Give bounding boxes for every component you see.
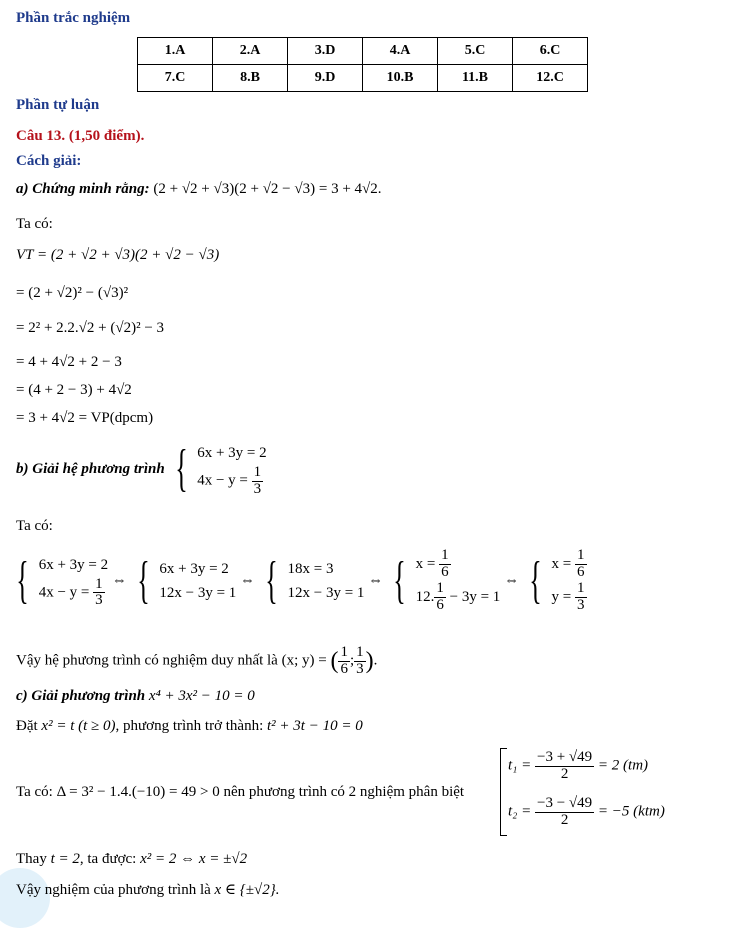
b-conclusion: Vậy hệ phương trình có nghiệm duy nhất là (x; y) = ( $\frac{1}{6}$ ; $\frac{1}{3}$ ). [16, 644, 378, 677]
chain-s2-line-1: 6x + 3y = 2 [159, 560, 229, 577]
b-conclusion-text: Vậy hệ phương trình có nghiệm duy nhất là [16, 652, 278, 669]
root-t1 [508, 750, 648, 783]
chain-s4-line-2-rest: − 3y = 1 [449, 588, 501, 605]
c-delta-math: Δ = 3² − 1.4.(−10) = 49 > 0 [56, 784, 220, 800]
section-multiple-choice: Phần trắc nghiệm [16, 10, 131, 26]
iff-symbol: ⇔ [504, 572, 520, 589]
answer-table [137, 37, 588, 92]
answer-cell: 4.A [363, 38, 438, 65]
a-line-3: = 2² + 2.2.√2 + (√2)² − 3 [16, 320, 165, 336]
answer-cell: 8.B [213, 65, 288, 92]
chain-s4-line-1-text: x = [415, 556, 436, 572]
part-b-statement [16, 441, 267, 498]
c-sub-equation: t² + 3t − 10 = 0 [267, 718, 363, 734]
method-heading: Cách giải: [16, 153, 82, 169]
chain-s4-line-2-text: 12. [415, 588, 435, 605]
part-a-label: a) Chứng minh rằng: [16, 181, 150, 197]
frac-den: 6 [441, 564, 449, 581]
t2-fraction [535, 796, 594, 829]
part-a-expression: (2 + √2 + √3)(2 + √2 − √3) = 3 + 4√2. [153, 181, 382, 197]
chain-brace: { [393, 551, 406, 609]
c-replace-pre: Thay [16, 851, 47, 867]
a-line-4: = 4 + 4√2 + 2 − 3 [16, 354, 122, 370]
part-c-statement [16, 688, 255, 705]
fraction-one-sixth [439, 548, 451, 581]
chain-s4-line-2 [416, 581, 501, 614]
chain-brace: { [136, 551, 150, 609]
chain-s2-line-2: 12x − 3y = 1 [159, 584, 237, 601]
chain-s3-line-1: 18x = 3 [287, 560, 334, 577]
answer-cell: 1.A [138, 38, 213, 65]
ta-co-1: Ta có: [16, 216, 53, 232]
chain-s1-line-2 [39, 577, 108, 610]
chain-s5-line-1 [552, 548, 587, 581]
fraction-one-third [575, 581, 587, 614]
c-replace-mid: , ta được: [79, 851, 137, 867]
part-a-statement [16, 181, 382, 198]
part-c-expression: x⁴ + 3x² − 10 = 0 [148, 688, 255, 704]
ta-co-2: Ta có: [16, 518, 53, 534]
c-replace [16, 851, 247, 868]
c-sub-pre: Đặt [16, 718, 38, 734]
chain-system-3 [288, 557, 365, 605]
chain-s5-line-1-text: x = [551, 556, 572, 572]
c-final [16, 880, 280, 899]
frac-num: 1 [253, 464, 262, 480]
frac-den: 3 [253, 480, 262, 497]
c-replace-math-2: x² = 2 ⇔ x = ±√2 [140, 851, 248, 867]
frac-den: 6 [577, 564, 585, 581]
section-essay: Phần tự luận [16, 97, 100, 113]
chain-brace: { [529, 551, 542, 609]
c-final-math: x ∈ {±√2}. [214, 882, 280, 898]
a-line-5: = (4 + 2 − 3) + 4√2 [16, 382, 132, 398]
c-delta-pre: Ta có: [16, 784, 53, 800]
part-c-label: c) Giải phương trình [16, 688, 146, 704]
answer-cell: 7.C [138, 65, 213, 92]
sys-line-2 [197, 465, 266, 498]
frac-num: 1 [441, 547, 449, 564]
answer-cell: 9.D [288, 65, 363, 92]
paren-close: ) [365, 647, 374, 674]
a-line-1: VT = (2 + √2 + √3)(2 + √2 − √3) [16, 247, 220, 263]
iff-symbol: ⇔ [368, 572, 384, 589]
b-conclusion-math: (x; y) = [281, 652, 327, 669]
chain-brace: { [16, 551, 29, 609]
chain-system-1 [39, 553, 108, 610]
frac-den: 6 [340, 660, 348, 677]
frac-den: 6 [436, 596, 444, 613]
chain-s5-line-2 [552, 581, 587, 614]
answer-cell: 12.C [513, 65, 588, 92]
fraction-one-third [93, 577, 105, 610]
t1-result: = 2 (tm) [597, 757, 649, 774]
frac-den: 3 [95, 592, 103, 609]
t1-fraction [535, 750, 594, 783]
fraction-one-third [252, 465, 264, 498]
fraction-one-sixth [575, 548, 587, 581]
a-line-2: = (2 + √2)² − (√3)² [16, 285, 129, 301]
frac-den: 2 [560, 811, 569, 828]
chain-s3-line-2: 12x − 3y = 1 [287, 584, 365, 601]
system-brace: { [174, 440, 188, 498]
roots-bracket [500, 748, 507, 836]
frac-den: 2 [560, 765, 569, 782]
t2-result: = −5 (ktm) [597, 803, 665, 820]
answer-cell: 11.B [438, 65, 513, 92]
frac-num: 1 [577, 547, 585, 564]
iff-symbol: ⇔ [111, 572, 127, 589]
root-t2 [508, 796, 665, 829]
frac-den: 3 [356, 660, 364, 677]
question-13-title: Câu 13. (1,50 điểm). [16, 128, 145, 144]
sys-line-1: 6x + 3y = 2 [197, 445, 267, 461]
c-sub-math: x² = t (t ≥ 0) [41, 718, 116, 734]
paren-open: ( [330, 647, 339, 674]
c-sub-mid: , phương trình trở thành: [115, 718, 264, 734]
c-substitution [16, 718, 363, 735]
chain-system-5 [552, 548, 587, 614]
t1-label: t₁ = [508, 757, 532, 774]
a-line-6: = 3 + 4√2 = VP(dpcm) [16, 410, 154, 426]
chain-s4-line-1 [416, 548, 501, 581]
frac-num: −3 − √49 [537, 795, 593, 811]
frac-num: 1 [577, 580, 585, 597]
t2-label: t₂ = [508, 803, 532, 820]
answer-row-1 [138, 38, 588, 65]
chain-system-2 [159, 557, 236, 605]
iff-symbol: ⇔ [240, 572, 256, 589]
fraction-one-third [354, 645, 366, 678]
c-delta-post: nên phương trình có 2 nghiệm phân biệt [223, 784, 465, 800]
chain-system-4 [416, 548, 501, 614]
answer-row-2 [138, 65, 588, 92]
answer-cell: 2.A [213, 38, 288, 65]
chain-s1-line-2-text: 4x − y = [38, 584, 90, 601]
frac-num: 1 [436, 580, 444, 597]
answer-cell: 3.D [288, 38, 363, 65]
c-replace-math-1: t = 2 [50, 851, 80, 867]
frac-den: 3 [577, 596, 585, 613]
c-final-pre: Vậy nghiệm của phương trình là [16, 882, 211, 898]
fraction-one-sixth [434, 581, 446, 614]
chain-s1-line-1: 6x + 3y = 2 [38, 556, 109, 573]
answer-cell: 6.C [513, 38, 588, 65]
chain-brace: { [265, 551, 278, 609]
c-discriminant [16, 784, 464, 801]
frac-num: 1 [340, 644, 348, 660]
part-b-system [197, 441, 266, 498]
frac-num: 1 [356, 644, 364, 660]
part-b-label: b) Giải hệ phương trình [16, 460, 165, 477]
sys-line-2-text: 4x − y = [197, 472, 248, 489]
answer-cell: 5.C [438, 38, 513, 65]
b-equivalence-chain [10, 548, 587, 614]
answer-cell: 10.B [363, 65, 438, 92]
frac-num: −3 + √49 [537, 749, 593, 765]
fraction-one-sixth [338, 645, 350, 678]
frac-num: 1 [95, 575, 103, 592]
chain-s5-line-2-text: y = [551, 588, 572, 605]
